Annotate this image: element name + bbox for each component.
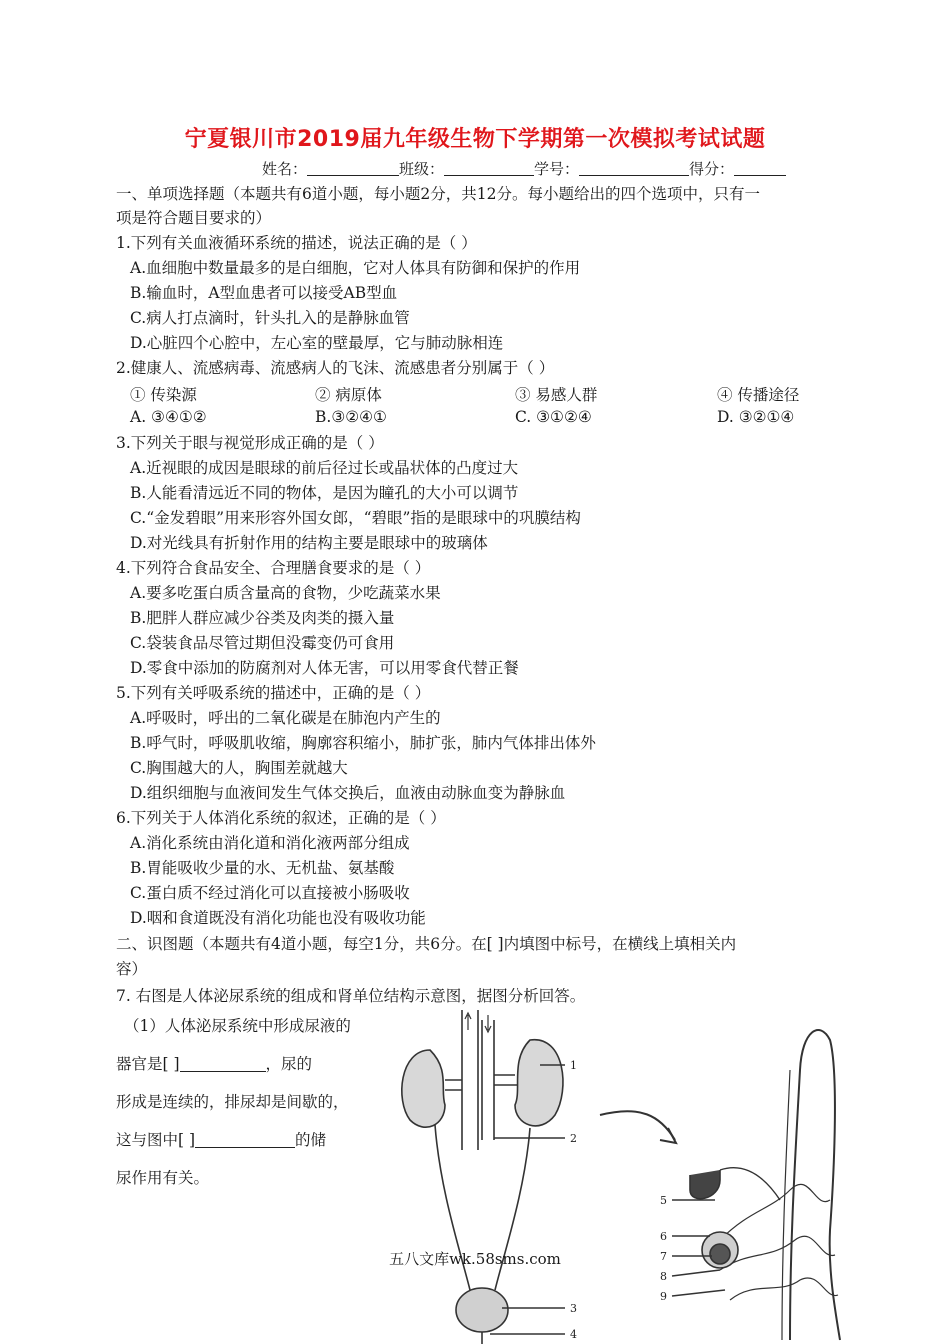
q5-stem: 5.下列有关呼吸系统的描述中，正确的是（ ） [116, 684, 431, 702]
q5-option-b: B.呼气时，呼吸肌收缩，胸廓容积缩小，肺扩张，肺内气体排出体外 [130, 734, 596, 752]
q7-stem: 7. 右图是人体泌尿系统的组成和肾单位结构示意图，据图分析回答。 [116, 987, 586, 1005]
figure-label-8: 8 [660, 1270, 667, 1283]
urinary-system-diagram [390, 1010, 850, 1344]
q7-part1-line4-tail: 的储 [295, 1131, 327, 1149]
q7-organ-blank[interactable] [180, 1055, 266, 1072]
q6-option-d: D.咽和食道既没有消化功能也没有吸收功能 [130, 909, 426, 927]
q1-option-a: A.血细胞中数量最多的是白细胞，它对人体具有防御和保护的作用 [130, 259, 581, 277]
q4-option-a: A.要多吃蛋白质含量高的食物，少吃蔬菜水果 [130, 584, 441, 602]
q4-option-d: D.零食中添加的防腐剂对人体无害，可以用零食代替正餐 [130, 659, 519, 677]
student-info-line [262, 158, 786, 179]
q5-option-a: A.呼吸时，呼出的二氧化碳是在肺泡内产生的 [130, 709, 441, 727]
figure-label-3: 3 [570, 1302, 577, 1315]
q3-option-d: D.对光线具有折射作用的结构主要是眼球中的玻璃体 [130, 534, 488, 552]
q7-part1-line4 [116, 1130, 326, 1150]
q6-option-a: A.消化系统由消化道和消化液两部分组成 [130, 834, 410, 852]
class-label: 班级： [399, 160, 445, 178]
q7-part1-line3: 形成是连续的，排尿却是间歇的， [116, 1093, 349, 1111]
figure-label-5: 5 [660, 1194, 667, 1207]
q7-part1-line2 [116, 1054, 312, 1074]
q4-stem: 4.下列符合食品安全、合理膳食要求的是（ ） [116, 559, 431, 577]
figure-label-2: 2 [570, 1132, 577, 1145]
q7-part1-line5: 尿作用有关。 [116, 1169, 210, 1187]
q1-option-c: C.病人打点滴时，针头扎入的是静脉血管 [130, 309, 410, 327]
score-blank [734, 160, 786, 176]
q3-option-a: A.近视眼的成因是眼球的前后径过长或晶状体的凸度过大 [130, 459, 519, 477]
q2-item-3: ③ 易感人群 [515, 386, 598, 404]
q2-stem: 2.健康人、流感病毒、流感病人的飞沫、流感患者分别属于（ ） [116, 359, 555, 377]
class-blank [444, 160, 534, 176]
section2-heading-line2: 容） [116, 960, 148, 978]
q2-option-d: D. ③②①④ [717, 408, 795, 426]
figure-label-9: 9 [660, 1290, 667, 1303]
score-label: 得分： [689, 160, 735, 178]
q7-storage-blank[interactable] [195, 1131, 295, 1148]
footer-watermark: 五八文库wk.58sms.com [389, 1250, 561, 1268]
number-blank [579, 160, 689, 176]
q2-item-1: ① 传染源 [130, 386, 197, 404]
figure-label-6: 6 [660, 1230, 667, 1243]
q1-option-b: B.输血时，A型血患者可以接受AB型血 [130, 284, 398, 302]
q1-option-d: D.心脏四个心腔中，左心室的壁最厚，它与肺动脉相连 [130, 334, 504, 352]
q2-option-c: C. ③①②④ [515, 408, 592, 426]
q2-item-4: ④ 传播途径 [717, 386, 800, 404]
name-label: 姓名： [262, 160, 308, 178]
page-title: 宁夏银川市2019届九年级生物下学期第一次模拟考试试题 [184, 127, 766, 152]
q3-stem: 3.下列关于眼与视觉形成正确的是（ ） [116, 434, 384, 452]
q2-item-2: ② 病原体 [315, 386, 382, 404]
q6-stem: 6.下列关于人体消化系统的叙述，正确的是（ ） [116, 809, 446, 827]
q3-option-c: C.“金发碧眼”用来形容外国女郎，“碧眼”指的是眼球中的巩膜结构 [130, 509, 581, 527]
section2-heading-line1: 二、识图题（本题共有4道小题，每空1分，共6分。在[ ]内填图中标号，在横线上填相关内 [116, 935, 737, 953]
q7-part1-line2-tail: ，尿的 [265, 1055, 313, 1073]
q6-option-b: B.胃能吸收少量的水、无机盐、氨基酸 [130, 859, 395, 877]
q5-option-c: C.胸围越大的人，胸围差就越大 [130, 759, 348, 777]
q2-option-a: A. ③④①② [130, 408, 207, 426]
name-blank [307, 160, 399, 176]
figure-label-7: 7 [660, 1250, 667, 1263]
q3-option-b: B.人能看清远近不同的物体，是因为瞳孔的大小可以调节 [130, 484, 519, 502]
q5-option-d: D.组织细胞与血液间发生气体交换后，血液由动脉血变为静脉血 [130, 784, 566, 802]
section1-heading-line2: 项是符合题目要求的） [116, 209, 272, 227]
q7-storage-bracket: 这与图中[ ] [116, 1131, 196, 1149]
q7-part1-line1: （1）人体泌尿系统中形成尿液的 [124, 1017, 351, 1035]
q7-organ-bracket: 器官是[ ] [116, 1055, 180, 1073]
q2-option-b: B.③②④① [315, 408, 387, 426]
number-label: 学号： [534, 160, 580, 178]
q1-stem: 1.下列有关血液循环系统的描述，说法正确的是（ ） [116, 234, 477, 252]
q6-option-c: C.蛋白质不经过消化可以直接被小肠吸收 [130, 884, 410, 902]
q4-option-b: B.肥胖人群应减少谷类及肉类的摄入量 [130, 609, 395, 627]
figure-label-4: 4 [570, 1328, 577, 1341]
section1-heading-line1: 一、单项选择题（本题共有6道小题，每小题2分，共12分。每小题给出的四个选项中，只有一 [116, 185, 760, 203]
q4-option-c: C.袋装食品尽管过期但没霉变仍可食用 [130, 634, 395, 652]
figure-label-1: 1 [570, 1059, 577, 1072]
